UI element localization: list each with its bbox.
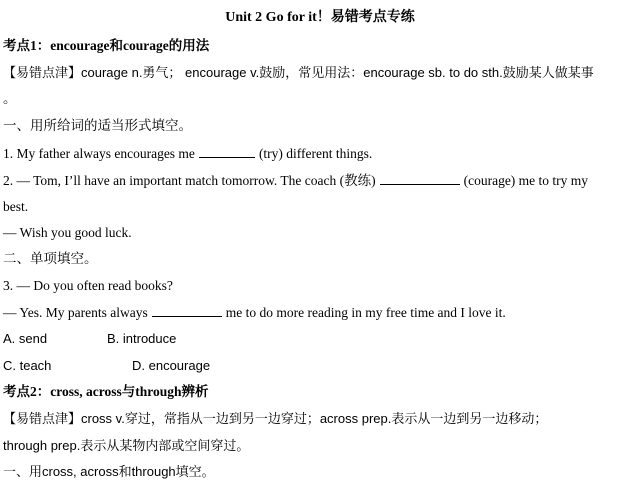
- question-1-hint: (try) different things.: [258, 146, 373, 161]
- question-2-hint: (courage) me to try my: [463, 173, 589, 188]
- point1-heading: 考点1：encourage和courage的用法: [3, 38, 210, 53]
- question-2-reply: — Wish you good luck.: [3, 225, 132, 240]
- section-fill-in-title-2: 一、用cross, across和through填空。: [3, 464, 215, 479]
- question-2: [3, 172, 637, 189]
- option-b[interactable]: B. introduce: [107, 331, 177, 346]
- option-d[interactable]: D. encourage: [132, 358, 211, 373]
- question-3: 3. — Do you often read books?: [3, 278, 173, 293]
- answer-blank-2[interactable]: [380, 172, 460, 185]
- option-c[interactable]: C. teach: [3, 358, 52, 373]
- answer-blank-1[interactable]: [199, 145, 255, 158]
- question-2-text: 2. — Tom, I’ll have an important match tomorrow. The coach (教练): [3, 173, 376, 188]
- question-3-reply: [3, 304, 637, 321]
- question-2-continued: best.: [3, 199, 29, 214]
- option-a[interactable]: A. send: [3, 331, 48, 346]
- page-title: Unit 2 Go for it！易错考点专练: [225, 10, 415, 25]
- question-1-text: 1. My father always encourages me: [3, 146, 195, 161]
- point2-note-continued: through prep.表示从某物内部或空间穿过。: [3, 438, 250, 453]
- point1-note-continued: 。: [3, 91, 17, 106]
- answer-blank-3[interactable]: [152, 304, 222, 317]
- question-1: [3, 145, 637, 162]
- point2-note: 【易错点津】cross v.穿过，常指从一边到另一边穿过；across prep.表示从一边到另一边移动；: [3, 411, 548, 426]
- section-fill-in-title: 一、用所给词的适当形式填空。: [3, 118, 192, 133]
- section-multiple-choice-title: 二、单项填空。: [3, 251, 98, 266]
- question-3-rest: me to do more reading in my free time and I love it.: [225, 305, 506, 320]
- point1-note: 【易错点津】courage n.勇气； encourage v.鼓励，常见用法：encourage sb. to do sth.鼓励某人做某事: [3, 65, 594, 80]
- question-3-text: — Yes. My parents always: [3, 305, 148, 320]
- point2-heading: 考点2：cross, across与through辨析: [3, 384, 209, 399]
